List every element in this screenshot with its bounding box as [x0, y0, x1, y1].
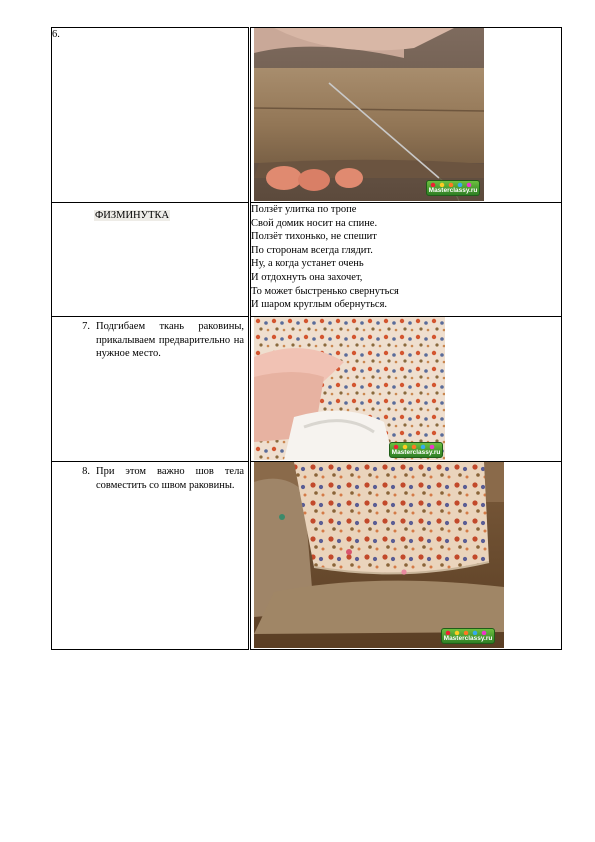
- step-6-cell: [52, 28, 250, 203]
- seam-alignment-photo: [254, 462, 504, 648]
- step-8-photo: [254, 462, 504, 648]
- step-6-photo: [254, 28, 484, 201]
- step-row-8: [52, 462, 562, 650]
- step-text: Подгибаем ткань раковины, прикалываем предварительно на нужное место.: [96, 321, 244, 360]
- poem-line: Ползёт улитка по тропе: [251, 204, 357, 215]
- step-row-6: [52, 28, 562, 203]
- poem-line: Ползёт тихонько, не спешит: [251, 231, 377, 243]
- step-8-photo-cell: [250, 462, 562, 650]
- fizminutka-label-cell: [52, 203, 250, 317]
- poem-line: Ну, а когда устанет очень: [251, 258, 364, 270]
- poem-line: По сторонам всегда глядит.: [251, 244, 373, 256]
- step-row-7: [52, 317, 562, 462]
- watermark-badge: Masterclassy.ru: [389, 442, 443, 458]
- step-7-photo: [254, 317, 445, 460]
- floral-fold-photo: [254, 317, 445, 460]
- step-number: 8.: [82, 466, 90, 477]
- poem-line: То может быстренько свернуться: [251, 285, 399, 297]
- watermark-badge: Masterclassy.ru: [441, 628, 495, 644]
- poem-cell: [250, 203, 562, 317]
- fizminutka-label: ФИЗМИНУТКА: [95, 210, 170, 221]
- step-7-cell: [52, 317, 250, 462]
- watermark-badge: Masterclassy.ru: [426, 180, 480, 196]
- poem-line: И отдохнуть она захочет,: [251, 271, 363, 283]
- step-text: При этом важно шов тела совместить со швом раковины.: [96, 466, 244, 491]
- steps-table: [51, 27, 562, 650]
- fizminutka-row: [52, 203, 562, 317]
- step-6-photo-cell: [250, 28, 562, 203]
- step-8-cell: [52, 462, 250, 650]
- linen-sewing-photo: [254, 28, 484, 201]
- poem-line: И шаром круглым обернуться.: [251, 299, 388, 311]
- step-number: 7.: [82, 321, 90, 332]
- step-7-photo-cell: [250, 317, 562, 462]
- step-number: 6.: [52, 29, 60, 40]
- poem-line: Свой домик носит на спине.: [251, 217, 378, 229]
